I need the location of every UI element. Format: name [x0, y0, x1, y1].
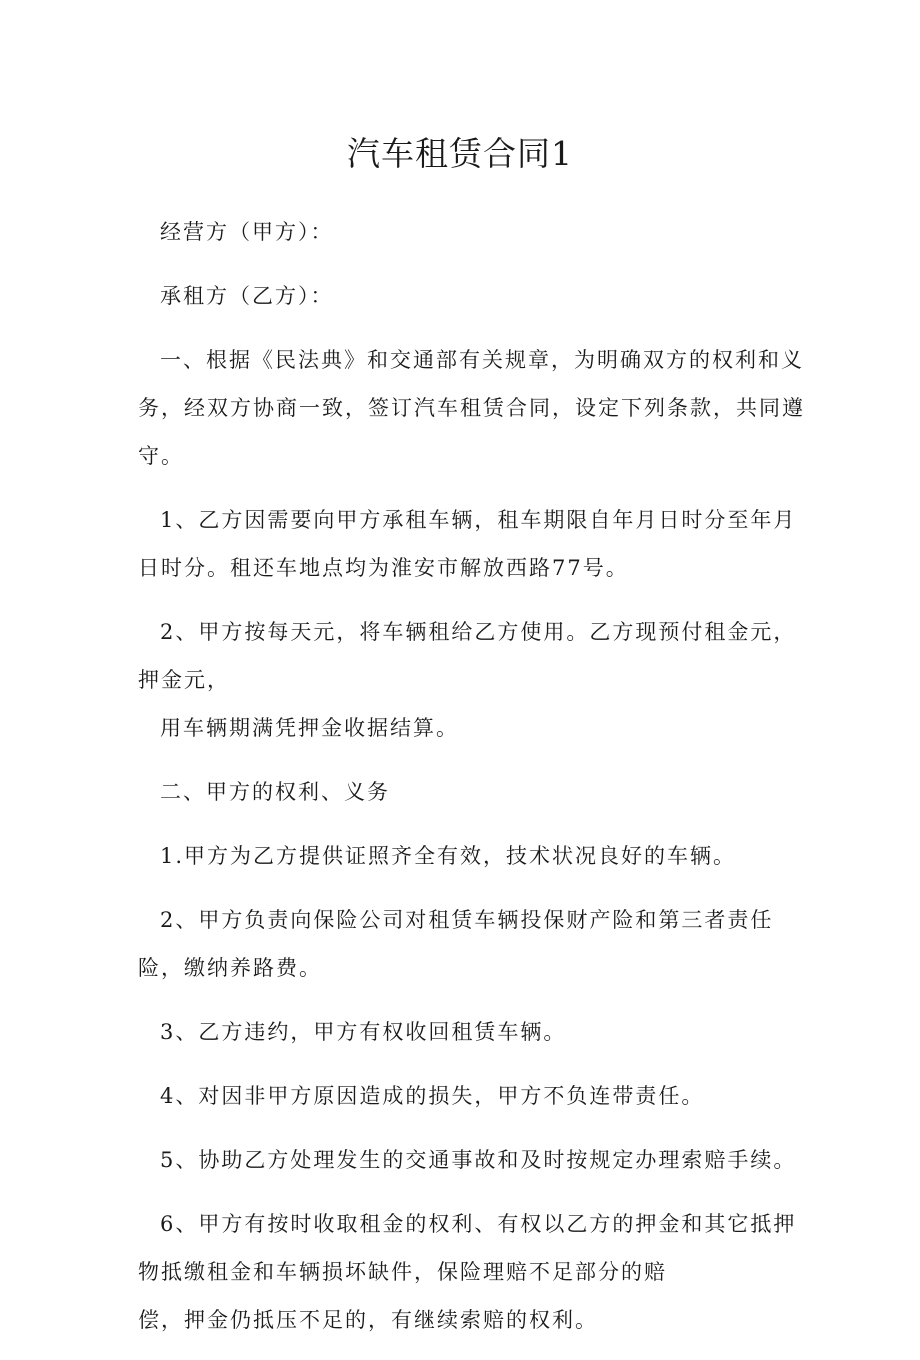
party-a-duty-3: 3、乙方违约，甲方有权收回租赁车辆。 [160, 1020, 567, 1044]
clause-rental-period: 1、乙方因需要向甲方承租车辆，租车期限自年月日时分至年月日时分。租还车地点均为淮安市解放西路77号。 [138, 508, 797, 580]
party-a-duty-4: 4、对因非甲方原因造成的损失，甲方不负连带责任。 [160, 1084, 705, 1108]
party-a-duty-5: 5、协助乙方处理发生的交通事故和及时按规定办理索赔手续。 [160, 1148, 797, 1172]
party-a-duty-2: 2、甲方负责向保险公司对租赁车辆投保财产险和第三者责任险，缴纳养路费。 [138, 908, 774, 980]
clause-rent-settlement: 用车辆期满凭押金收据结算。 [160, 716, 459, 740]
party-b-line: 承租方（乙方）： [160, 284, 334, 308]
party-a-line: 经营方（甲方）： [160, 220, 334, 244]
party-a-duty-6-continued: 偿，押金仍抵压不足的，有继续索赔的权利。 [138, 1308, 598, 1332]
clause-intro: 一、根据《民法典》和交通部有关规章，为明确双方的权利和义务，经双方协商一致，签订汽车租赁合同，设定下列条款，共同遵守。 [138, 348, 805, 468]
document-title: 汽车租赁合同1 [347, 134, 573, 173]
section-heading-party-a: 二、甲方的权利、义务 [160, 780, 390, 804]
clause-rent-deposit: 2、甲方按每天元，将车辆租给乙方使用。乙方现预付租金元，押金元， [138, 620, 797, 692]
party-a-duty-1: 1.甲方为乙方提供证照齐全有效，技术状况良好的车辆。 [160, 844, 737, 868]
party-a-duty-6: 6、甲方有按时收取租金的权利、有权以乙方的押金和其它抵押物抵缴租金和车辆损坏缺件，保险理赔不足部分的赔 [138, 1212, 797, 1284]
document-body [138, 208, 818, 1360]
